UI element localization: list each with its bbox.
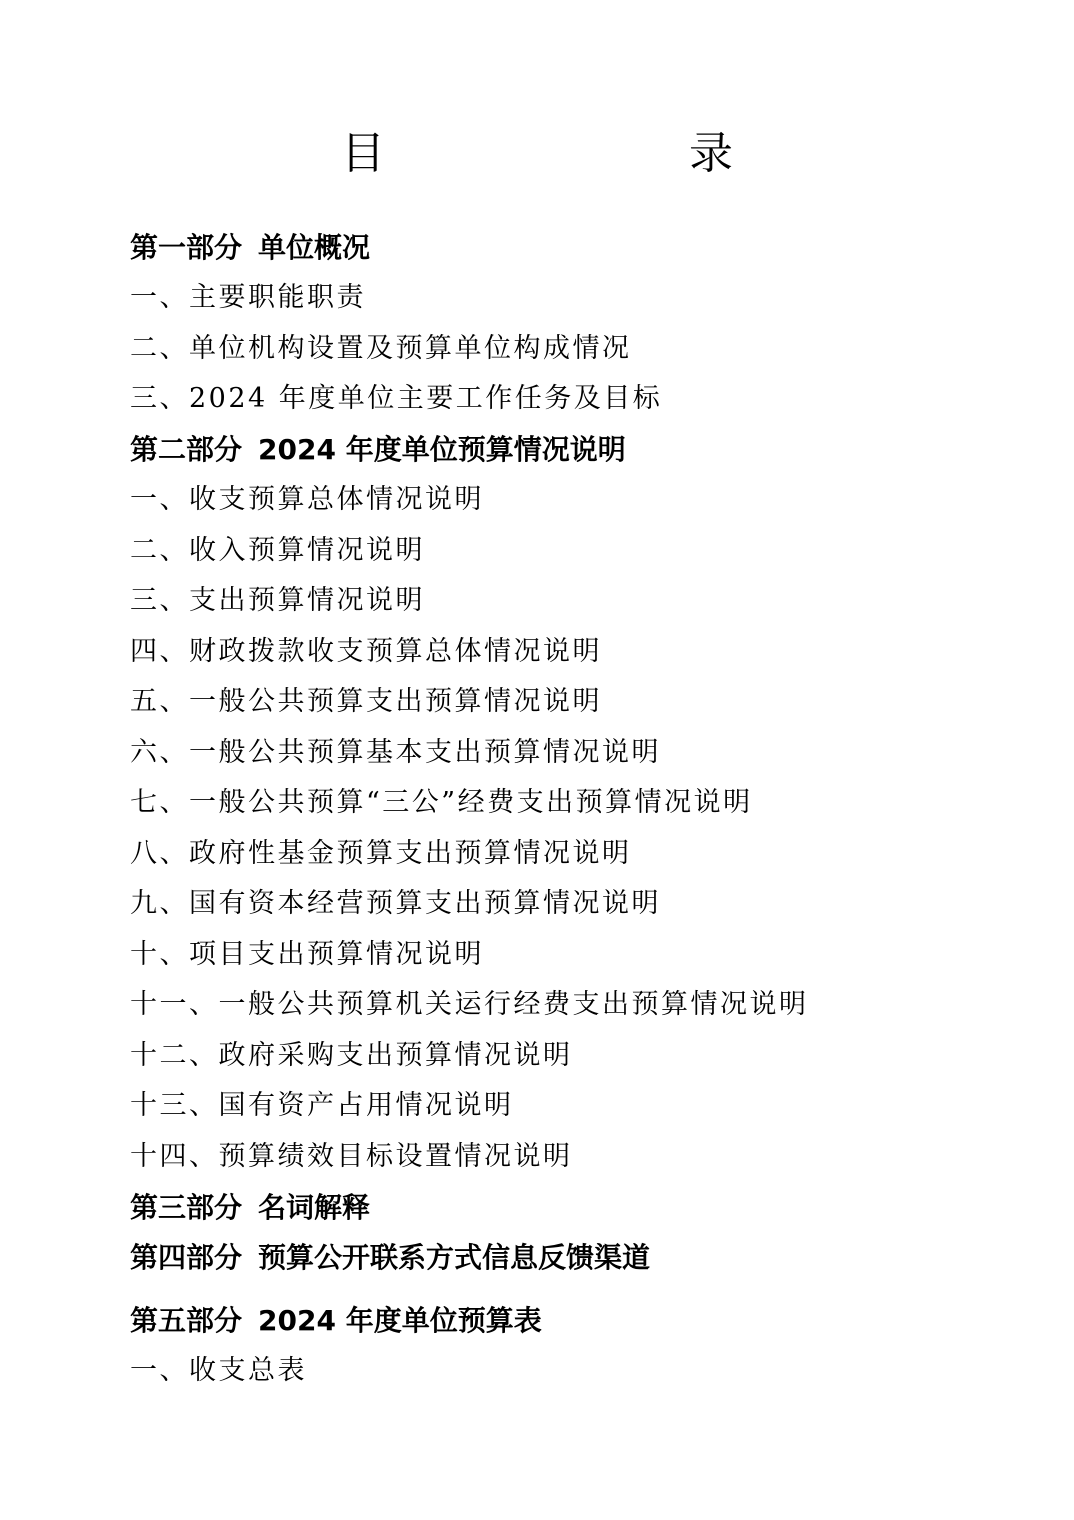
toc-sub-item: 七、一般公共预算“三公”经费支出预算情况说明 — [130, 787, 753, 818]
toc-part-heading — [130, 430, 626, 470]
toc-part-text: 预算公开联系方式信息反馈渠道 — [258, 1241, 651, 1274]
toc-sub-item: 九、国有资本经营预算支出预算情况说明 — [130, 888, 661, 919]
toc-sub-item: 六、一般公共预算基本支出预算情况说明 — [130, 737, 661, 768]
toc-sub-item: 三、支出预算情况说明 — [130, 585, 425, 616]
toc-sub-item: 八、政府性基金预算支出预算情况说明 — [130, 838, 632, 869]
toc-part-heading — [130, 1188, 370, 1228]
toc-sub-item: 十二、政府采购支出预算情况说明 — [130, 1040, 573, 1071]
page-title: 目 录 — [341, 128, 805, 179]
toc-part-text: 单位概况 — [258, 231, 371, 264]
toc-part-heading — [130, 1238, 650, 1278]
toc-part-label: 第一部分 — [130, 231, 243, 264]
toc-sub-item: 十四、预算绩效目标设置情况说明 — [130, 1141, 573, 1172]
toc-part-text: 2024 年度单位预算表 — [258, 1304, 542, 1337]
toc-part-text: 名词解释 — [258, 1191, 371, 1224]
toc-sub-item: 一、收支预算总体情况说明 — [130, 484, 484, 515]
toc-sub-item: 一、主要职能职责 — [130, 282, 366, 313]
toc-part-label: 第二部分 — [130, 433, 243, 466]
toc-sub-item: 二、收入预算情况说明 — [130, 535, 425, 566]
toc-sub-item: 二、单位机构设置及预算单位构成情况 — [130, 333, 632, 364]
toc-part-heading — [130, 228, 370, 268]
toc-sub-item: 五、一般公共预算支出预算情况说明 — [130, 686, 602, 717]
toc-part-label: 第四部分 — [130, 1241, 243, 1274]
toc-sub-item: 十、项目支出预算情况说明 — [130, 939, 484, 970]
toc-sub-item: 一、收支总表 — [130, 1355, 307, 1386]
toc-sub-item: 十一、一般公共预算机关运行经费支出预算情况说明 — [130, 989, 809, 1020]
toc-part-heading — [130, 1301, 542, 1341]
toc-sub-item: 四、财政拨款收支预算总体情况说明 — [130, 636, 602, 667]
toc-part-label: 第五部分 — [130, 1304, 243, 1337]
toc-part-label: 第三部分 — [130, 1191, 243, 1224]
toc-sub-item: 三、2024 年度单位主要工作任务及目标 — [130, 383, 663, 414]
toc-sub-item: 十三、国有资产占用情况说明 — [130, 1090, 514, 1121]
toc-part-text: 2024 年度单位预算情况说明 — [258, 433, 626, 466]
